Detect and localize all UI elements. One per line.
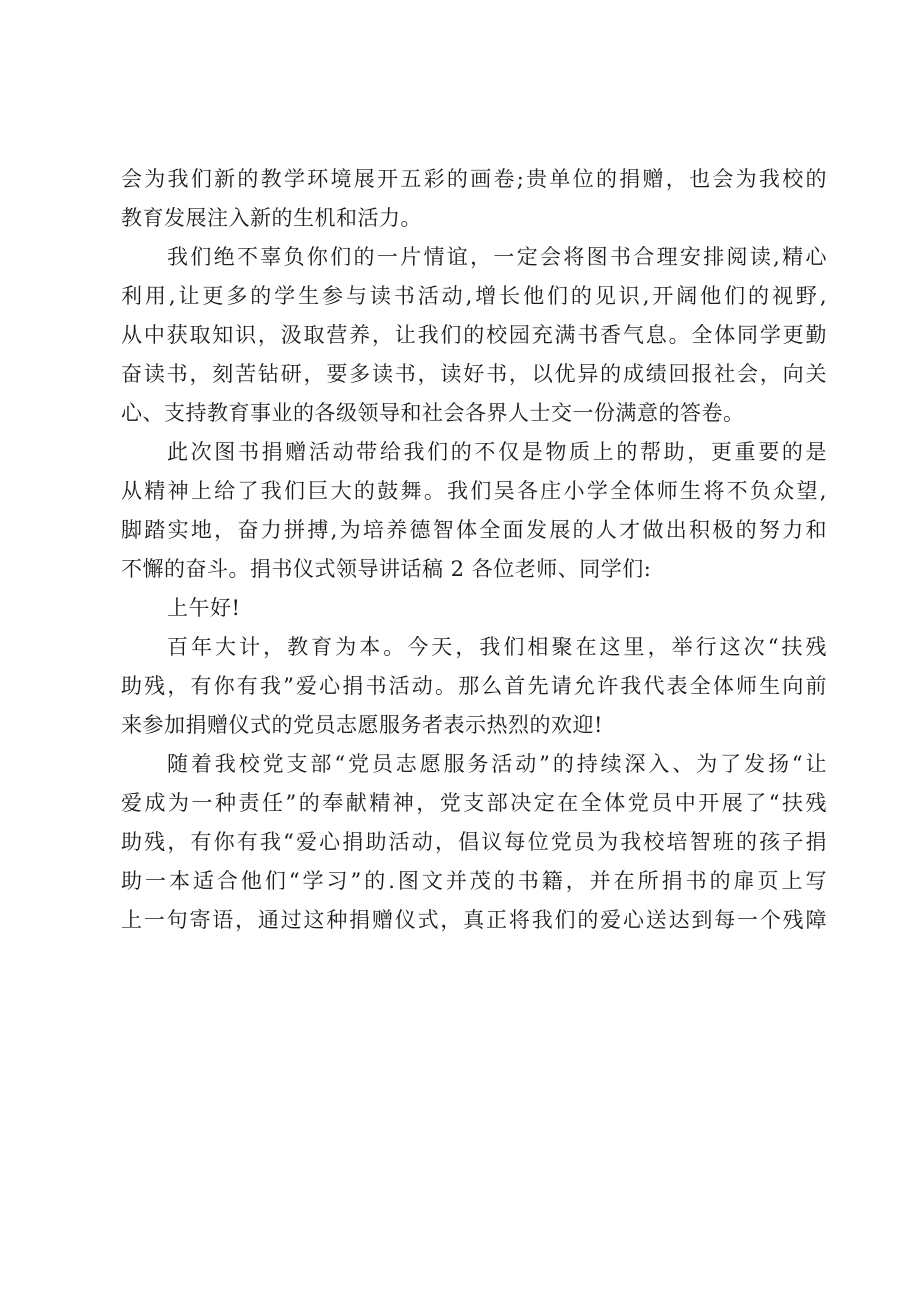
text-line: 心、支持教育事业的各级领导和社会各界人士交一份满意的答卷。 — [121, 401, 745, 425]
text-line: 来参加捐赠仪式的党员志愿服务者表示热烈的欢迎! — [121, 713, 603, 737]
paragraph-first-line: 此次图书捐赠活动带给我们的不仅是物质上的帮助，更重要的是 — [167, 440, 827, 464]
text-line: 教育发展注入新的生机和活力。 — [121, 206, 422, 230]
text-line: 不懈的奋斗。捐书仪式领导讲话稿 2 各位老师、同学们: — [121, 557, 652, 581]
text-line: 上一句寄语，通过这种捐赠仪式，真正将我们的爱心送达到每一个残障 — [121, 908, 827, 932]
text-line: 助残，有你有我“爱心捐助活动，倡议每位党员为我校培智班的孩子捐 — [121, 830, 827, 854]
text-line: 奋读书，刻苦钻研，要多读书，读好书，以优异的成绩回报社会，向关 — [121, 362, 827, 386]
text-line: 助残，有你有我”爱心捐书活动。那么首先请允许我代表全体师生向前 — [121, 674, 827, 698]
text-line: 助一本适合他们“学习”的.图文并茂的书籍，并在所捐书的扉页上写 — [121, 869, 827, 893]
text-line: 爱成为一种责任”的奉献精神，党支部决定在全体党员中开展了“扶残 — [121, 791, 827, 815]
text-line: 从精神上给了我们巨大的鼓舞。我们吴各庄小学全体师生将不负众望, — [121, 479, 827, 503]
paragraph-first-line: 上午好! — [167, 596, 241, 620]
paragraph-first-line: 随着我校党支部“党员志愿服务活动”的持续深入、为了发扬“让 — [167, 752, 827, 776]
text-line: 从中获取知识，汲取营养，让我们的校园充满书香气息。全体同学更勤 — [121, 323, 827, 347]
text-line: 利用,让更多的学生参与读书活动,增长他们的见识,开阔他们的视野, — [121, 284, 827, 308]
paragraph-first-line: 百年大计，教育为本。今天，我们相聚在这里，举行这次“扶残 — [167, 635, 827, 659]
paragraph-first-line: 我们绝不辜负你们的一片情谊，一定会将图书合理安排阅读,精心 — [167, 245, 827, 269]
body-text — [121, 160, 827, 940]
text-line: 会为我们新的教学环境展开五彩的画卷;贵单位的捐赠，也会为我校的 — [121, 167, 827, 191]
text-line: 脚踏实地，奋力拼搏,为培养德智体全面发展的人才做出积极的努力和 — [121, 518, 827, 542]
